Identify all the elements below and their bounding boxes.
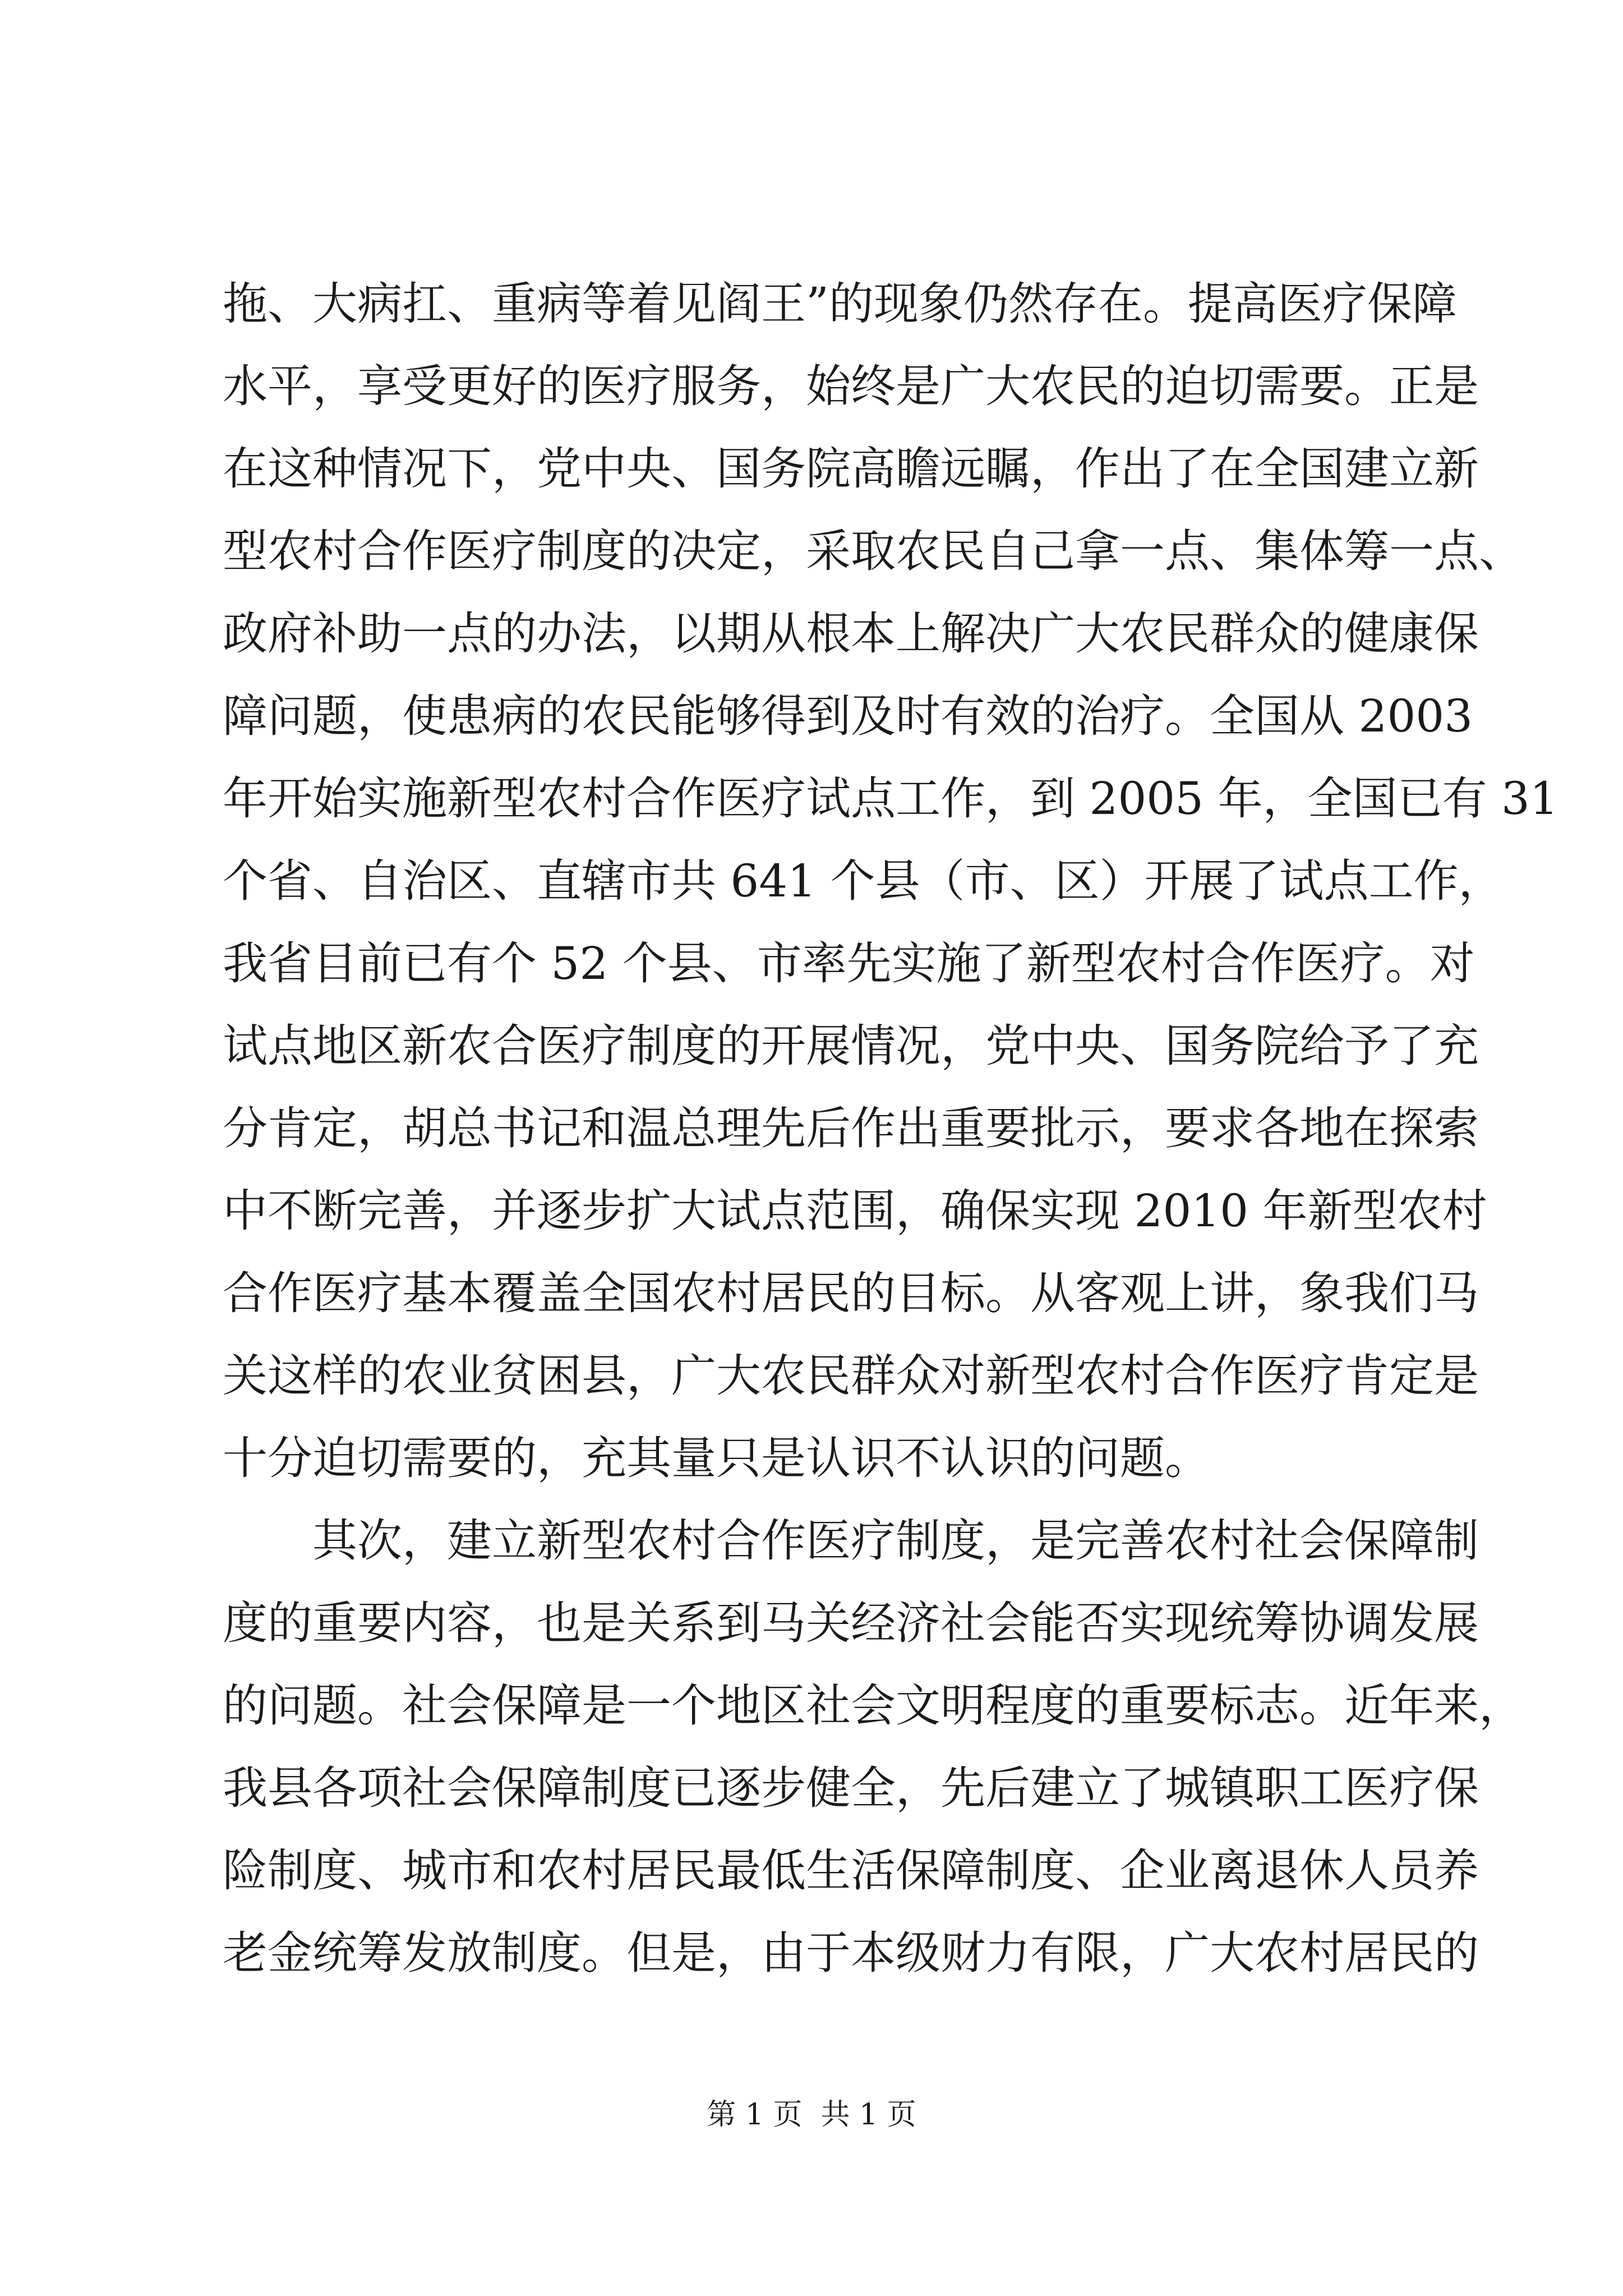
text-line: 型农村合作医疗制度的决定，采取农民自己拿一点、集体筹一点、 xyxy=(223,525,1524,577)
text-line: 拖、大病扛、重病等着见阎王”的现象仍然存在。提高医疗保障 xyxy=(223,278,1457,330)
text-line: 我省目前已有个 52 个县、市率先实施了新型农村合作医疗。对 xyxy=(223,937,1475,990)
text-line: 政府补助一点的办法，以期从根本上解决广大农民群众的健康保 xyxy=(223,608,1479,660)
text-line: 的问题。社会保障是一个地区社会文明程度的重要标志。近年来， xyxy=(223,1680,1524,1732)
text-line: 老金统筹发放制度。但是，由于本级财力有限，广大农村居民的 xyxy=(223,1927,1479,1979)
page-number-footer: 第 1 页 共 1 页 xyxy=(707,2098,916,2132)
text-line: 水平，享受更好的医疗服务，始终是广大农民的迫切需要。正是 xyxy=(223,360,1479,412)
text-line: 分肯定，胡总书记和温总理先后作出重要批示，要求各地在探索 xyxy=(223,1102,1479,1154)
text-line: 试点地区新农合医疗制度的开展情况，党中央、国务院给予了充 xyxy=(223,1020,1479,1072)
text-line: 十分迫切需要的，充其量只是认识不认识的问题。 xyxy=(223,1432,1210,1484)
text-line: 其次，建立新型农村合作医疗制度，是完善农村社会保障制 xyxy=(312,1515,1479,1567)
text-line: 度的重要内容，也是关系到马关经济社会能否实现统筹协调发展 xyxy=(223,1597,1479,1649)
text-line: 关这样的农业贫困县，广大农民群众对新型农村合作医疗肯定是 xyxy=(223,1350,1479,1402)
text-line: 在这种情况下，党中央、国务院高瞻远瞩，作出了在全国建立新 xyxy=(223,443,1479,495)
text-line: 年开始实施新型农村合作医疗试点工作，到 2005 年，全国已有 31 xyxy=(223,772,1559,825)
text-line: 障问题，使患病的农民能够得到及时有效的治疗。全国从 2003 xyxy=(223,690,1473,742)
text-line: 险制度、城市和农村居民最低生活保障制度、企业离退休人员养 xyxy=(223,1844,1479,1897)
text-line: 中不断完善，并逐步扩大试点范围，确保实现 2010 年新型农村 xyxy=(223,1185,1487,1237)
text-line: 合作医疗基本覆盖全国农村居民的目标。从客观上讲，象我们马 xyxy=(223,1267,1479,1319)
text-line: 个省、自治区、直辖市共 641 个县（市、区）开展了试点工作， xyxy=(223,855,1504,907)
body-text xyxy=(223,263,1559,1994)
text-line: 我县各项社会保障制度已逐步健全，先后建立了城镇职工医疗保 xyxy=(223,1762,1479,1814)
